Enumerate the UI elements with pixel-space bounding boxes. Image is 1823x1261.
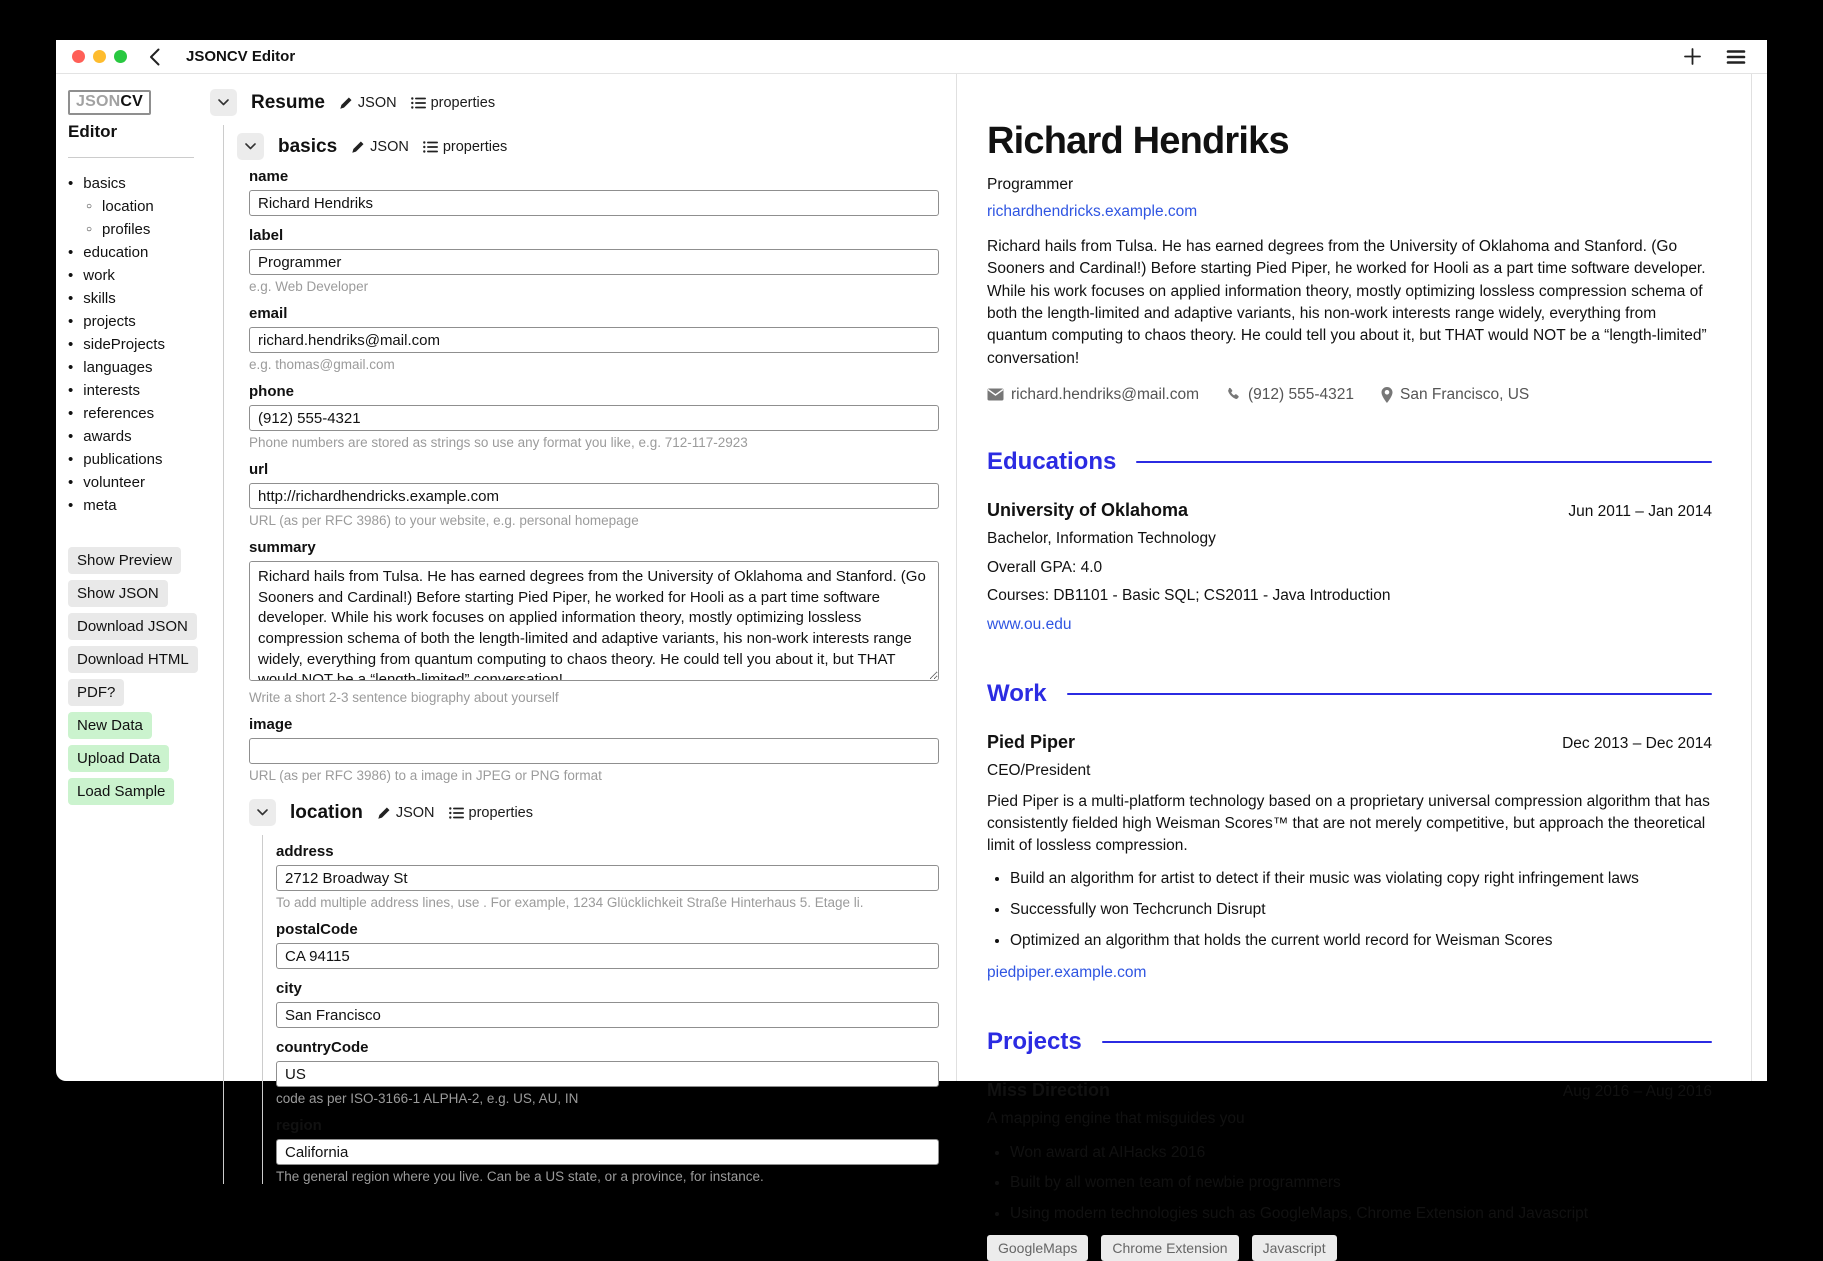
project-tags: [987, 1235, 1712, 1261]
field-helper: URL (as per RFC 3986) to a image in JPEG or PNG format: [249, 768, 602, 783]
sidebar-divider: [68, 157, 194, 158]
download-html-button[interactable]: Download HTML: [68, 646, 198, 673]
phone-icon: [1226, 387, 1241, 402]
bullet-icon: •: [68, 497, 74, 514]
tag: Chrome Extension: [1101, 1235, 1238, 1261]
sidebar-item-profiles[interactable]: ○ profiles: [86, 221, 151, 238]
list-icon: [423, 141, 438, 153]
heading-rule: [1067, 693, 1712, 695]
upload-data-button[interactable]: Upload Data: [68, 745, 169, 772]
name-input[interactable]: [249, 190, 939, 216]
envelope-icon: [987, 388, 1004, 401]
bullet-icon: •: [68, 405, 74, 422]
menu-button[interactable]: [1727, 50, 1745, 64]
highlight-item: • Build an algorithm for artist to detect if their music was violating copy right infringement laws: [1010, 869, 1712, 890]
contact-location: San Francisco, US: [1400, 385, 1530, 403]
item-title: Miss Direction: [987, 1079, 1111, 1100]
logo-cv: CV: [120, 93, 144, 110]
field-summary: [249, 539, 939, 705]
field-label: [249, 227, 939, 294]
bullet-icon: •: [68, 359, 74, 376]
back-button[interactable]: [149, 48, 160, 66]
circle-bullet-icon: ○: [86, 200, 93, 212]
sidebar-nav: [68, 172, 208, 517]
close-window-button[interactable]: [72, 50, 85, 63]
preview-url-link[interactable]: richardhendricks.example.com: [987, 203, 1198, 220]
basics-edit-json-link[interactable]: JSON: [351, 139, 409, 155]
project-description: A mapping engine that misguides you: [987, 1109, 1245, 1127]
field-image: [249, 716, 939, 783]
location-collapse-button[interactable]: [249, 799, 276, 826]
basics-properties-link[interactable]: properties: [423, 139, 507, 155]
field-label: countryCode: [276, 1039, 369, 1056]
map-pin-icon-item: [1381, 386, 1529, 404]
pencil-icon: [377, 806, 391, 820]
field-label: label: [249, 227, 284, 244]
education-item: [987, 500, 1712, 636]
load-sample-button[interactable]: Load Sample: [68, 778, 174, 805]
item-dates: Jun 2011 – Jan 2014: [1568, 502, 1712, 520]
education-courses: Courses: DB1101 - Basic SQL; CS2011 - Java Introduction: [987, 587, 1391, 605]
countrycode-input[interactable]: [276, 1061, 939, 1087]
work-highlights: [987, 869, 1712, 952]
section-projects: [987, 1028, 1712, 1261]
sidebar-item-education[interactable]: • education: [68, 244, 149, 261]
bullet-icon: •: [68, 428, 74, 445]
list-icon: [449, 807, 464, 819]
postalcode-input[interactable]: [276, 943, 939, 969]
project-item: [987, 1080, 1712, 1261]
editor-panel: [208, 74, 957, 1184]
city-input[interactable]: [276, 1002, 939, 1028]
item-dates: Dec 2013 – Dec 2014: [1562, 734, 1712, 752]
minimize-window-button[interactable]: [93, 50, 106, 63]
highlight-item: • Using modern technologies such as GoogleMaps, Chrome Extension and Javascript: [1010, 1204, 1712, 1225]
field-helper: e.g. Web Developer: [249, 279, 369, 294]
field-helper: e.g. thomas@gmail.com: [249, 357, 395, 372]
resume-section-header: [210, 89, 939, 116]
bullet-icon: •: [68, 244, 74, 261]
plus-icon: [1684, 48, 1701, 65]
sidebar-item-sideprojects[interactable]: • sideProjects: [68, 336, 165, 353]
field-label: name: [249, 168, 289, 185]
sidebar-item-basics[interactable]: • basics: [68, 175, 126, 192]
field-helper: Phone numbers are stored as strings so use any format you like, e.g. 712-117-2923: [249, 435, 748, 450]
education-gpa: Overall GPA: 4.0: [987, 558, 1103, 576]
field-label: image: [249, 716, 293, 733]
field-helper: Write a short 2-3 sentence biography about yourself: [249, 690, 559, 705]
zoom-window-button[interactable]: [114, 50, 127, 63]
bullet-icon: •: [68, 290, 74, 307]
field-helper: URL (as per RFC 3986) to your website, e.g. personal homepage: [249, 513, 639, 528]
location-section-title: location: [290, 801, 363, 823]
new-tab-button[interactable]: [1684, 48, 1701, 65]
sidebar-buttons: [68, 547, 208, 805]
education-degree: Bachelor, Information Technology: [987, 529, 1216, 547]
bullet-icon: •: [68, 267, 74, 284]
location-edit-json-link[interactable]: JSON: [377, 805, 435, 821]
field-helper: To add multiple address lines, use . For example, 1234 Glücklichkeit Straße Hinterhaus 5. Etage li.: [276, 895, 864, 910]
sidebar-item-volunteer[interactable]: • volunteer: [68, 474, 145, 491]
bullet-icon: •: [68, 451, 74, 468]
sidebar-item-projects[interactable]: • projects: [68, 313, 136, 330]
preview-contact-row: [987, 386, 1712, 404]
resume-children: [223, 125, 939, 1184]
section-educations: [987, 448, 1712, 636]
map-pin-icon: [1381, 387, 1393, 403]
section-heading-projects: Projects: [987, 1028, 1712, 1056]
sidebar-item-skills[interactable]: • skills: [68, 290, 116, 307]
bullet-icon: •: [68, 175, 74, 192]
app-logo: [68, 90, 151, 115]
list-icon: [411, 97, 426, 109]
scrollbar-gutter[interactable]: [1752, 74, 1767, 1081]
show-preview-button[interactable]: Show Preview: [68, 547, 181, 574]
tag: GoogleMaps: [987, 1235, 1088, 1261]
email-input[interactable]: [249, 327, 939, 353]
tag: Javascript: [1252, 1235, 1337, 1261]
resume-properties-link[interactable]: properties: [411, 95, 495, 111]
pencil-icon: [339, 96, 353, 110]
sidebar-item-meta[interactable]: • meta: [68, 497, 117, 514]
logo-json: JSON: [76, 93, 121, 110]
education-url-link[interactable]: www.ou.edu: [987, 615, 1072, 633]
region-input[interactable]: [276, 1139, 939, 1165]
item-title: University of Oklahoma: [987, 499, 1189, 520]
bullet-icon: •: [68, 313, 74, 330]
chevron-down-icon: [245, 143, 256, 150]
field-label: summary: [249, 539, 316, 556]
field-label: postalCode: [276, 921, 358, 938]
section-heading-educations: Educations: [987, 448, 1712, 476]
traffic-lights: [72, 50, 127, 63]
location-properties-link[interactable]: properties: [449, 805, 533, 821]
phone-input[interactable]: [249, 405, 939, 431]
project-highlights: [987, 1143, 1712, 1226]
field-label: address: [276, 843, 334, 860]
field-label: url: [249, 461, 269, 478]
hamburger-icon: [1727, 50, 1745, 64]
basics-section-title: basics: [278, 135, 338, 157]
window-title: JSONCV Editor: [186, 48, 296, 65]
sidebar-item-location[interactable]: ○ location: [86, 198, 154, 215]
sidebar-item-languages[interactable]: • languages: [68, 359, 153, 376]
url-input[interactable]: [249, 483, 939, 509]
highlight-item: • Won award at AIHacks 2016: [1010, 1143, 1712, 1164]
circle-bullet-icon: ○: [86, 223, 93, 235]
work-url-link[interactable]: piedpiper.example.com: [987, 964, 1147, 982]
work-position: CEO/President: [987, 761, 1091, 779]
bullet-icon: •: [68, 382, 74, 399]
field-phone: [249, 383, 939, 450]
field-name: [249, 168, 939, 216]
pencil-icon: [351, 140, 365, 154]
heading-rule: [1102, 1041, 1712, 1043]
highlight-item: • Built by all women team of newbie programmers: [1010, 1173, 1712, 1194]
work-summary: Pied Piper is a multi-platform technology based on a proprietary universal compression algorithm that has consistently fielded high Weisman Scores™ that are not merely competitive, but approach the theoretical limit of lossless compression.: [987, 793, 1710, 854]
chevron-down-icon: [218, 99, 229, 106]
field-postalcode: [276, 921, 939, 969]
location-children: [262, 835, 939, 1184]
sidebar-item-publications[interactable]: • publications: [68, 451, 163, 468]
field-helper: code as per ISO-3166-1 ALPHA-2, e.g. US, AU, IN: [276, 1091, 579, 1106]
section-work: [987, 680, 1712, 984]
preview-panel: [957, 74, 1752, 1257]
highlight-item: • Successfully won Techcrunch Disrupt: [1010, 900, 1712, 921]
chevron-down-icon: [257, 809, 268, 816]
field-label: region: [276, 1117, 322, 1134]
chevron-left-icon: [149, 48, 160, 66]
basics-section-header: [237, 133, 939, 160]
field-label: email: [249, 305, 288, 322]
app-window: [56, 40, 1767, 1257]
item-title: Pied Piper: [987, 731, 1076, 752]
bullet-icon: •: [68, 336, 74, 353]
item-dates: Aug 2016 – Aug 2016: [1562, 1082, 1712, 1100]
resume-section-title: Resume: [251, 91, 325, 113]
preview-summary: Richard hails from Tulsa. He has earned degrees from the University of Oklahoma and Stanford. (Go Sooners and Cardinal!) Before starting Pied Piper, he worked for Hooli as a part time software developer. While his work focuses on applied information theory, mostly optimizing lossless compression schema of both the length-limited and adaptive variants, his non-work interests range widely, everything from quantum computing to chaos theory. He could tell you about it, but THAT would NOT be a “length-limited” conversation!: [987, 238, 1707, 367]
resume-collapse-button[interactable]: [210, 89, 237, 116]
field-label: phone: [249, 383, 294, 400]
field-region: [276, 1117, 939, 1184]
image-input[interactable]: [249, 738, 939, 764]
show-json-button[interactable]: Show JSON: [68, 580, 168, 607]
sidebar-item-interests[interactable]: • interests: [68, 382, 140, 399]
field-email: [249, 305, 939, 372]
new-data-button[interactable]: New Data: [68, 712, 152, 739]
highlight-item: • Optimized an algorithm that holds the current world record for Weisman Scores: [1010, 931, 1712, 952]
contact-email: richard.hendriks@mail.com: [987, 386, 1199, 404]
field-url: [249, 461, 939, 528]
field-helper: The general region where you live. Can be a US state, or a province, for instance.: [276, 1169, 764, 1184]
sidebar-item-work[interactable]: • work: [68, 267, 115, 284]
basics-collapse-button[interactable]: [237, 133, 264, 160]
sidebar: [56, 74, 208, 1081]
section-heading-work: Work: [987, 680, 1712, 708]
titlebar: [56, 40, 1767, 74]
heading-rule: [1136, 461, 1712, 463]
basics-fields: [237, 160, 939, 1184]
field-city: [276, 980, 939, 1028]
logo-subtitle: Editor: [68, 122, 118, 141]
address-input[interactable]: [276, 865, 939, 891]
preview-label: Programmer: [987, 176, 1074, 193]
sidebar-item-references[interactable]: • references: [68, 405, 155, 422]
field-countrycode: [276, 1039, 939, 1106]
contact-phone: (912) 555-4321: [1226, 386, 1354, 404]
preview-name: Richard Hendriks: [987, 120, 1289, 162]
field-label: city: [276, 980, 302, 997]
work-item: [987, 732, 1712, 984]
sidebar-item-awards[interactable]: • awards: [68, 428, 132, 445]
label-input[interactable]: [249, 249, 939, 275]
pdf-button[interactable]: PDF?: [68, 679, 124, 706]
field-address: [276, 843, 939, 910]
resume-edit-json-link[interactable]: JSON: [339, 95, 397, 111]
download-json-button[interactable]: Download JSON: [68, 613, 197, 640]
summary-textarea[interactable]: [249, 561, 939, 681]
bullet-icon: •: [68, 474, 74, 491]
location-section-header: [249, 799, 939, 826]
